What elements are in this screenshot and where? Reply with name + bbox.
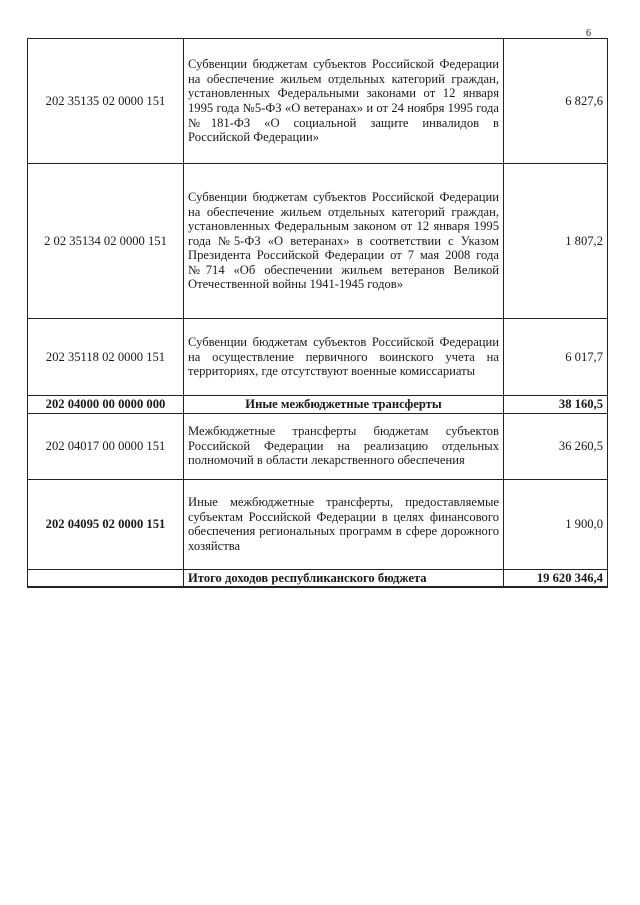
budget-code: 202 35135 02 0000 151: [28, 39, 184, 164]
amount: 1 900,0: [504, 479, 608, 569]
budget-code: 202 35118 02 0000 151: [28, 319, 184, 396]
budget-code: 202 04000 00 0000 000: [28, 396, 184, 414]
amount: 6 017,7: [504, 319, 608, 396]
total-label: Итого доходов республиканского бюджета: [184, 569, 504, 587]
revenue-name: Субвенции бюджетам субъектов Российской Федерации на осуществление первичного воинского учета на территориях, где отсутствуют военные комиссариаты: [184, 319, 504, 396]
revenue-name: Иные межбюджетные трансферты, предоставляемые субъектам Российской Федерации в целях финансового обеспечения региональных программ в сфере дорожного хозяйства: [184, 479, 504, 569]
table-row: [28, 164, 608, 319]
table-row-section: [28, 396, 608, 414]
budget-code: [28, 569, 184, 587]
budget-code: 202 04017 00 0000 151: [28, 413, 184, 479]
revenue-name: Иные межбюджетные трансферты: [184, 396, 504, 414]
amount: 1 807,2: [504, 164, 608, 319]
revenue-table: [27, 38, 608, 588]
total-amount: 19 620 346,4: [504, 569, 608, 587]
table-row: [28, 319, 608, 396]
table-row: [28, 413, 608, 479]
revenue-name: Субвенции бюджетам субъектов Российской Федерации на обеспечение жильем отдельных категорий граждан, установленных Федеральным законом от 12 января 1995 года №5-ФЗ «О ветеранах» в соответствии с Указом Президента Российской Федерации от 7 мая 2008 года №714 «Об обеспечении жильем ветеранов Великой Отечественной войны 1941-1945 годов»: [184, 164, 504, 319]
table-row: [28, 479, 608, 569]
budget-code: 2 02 35134 02 0000 151: [28, 164, 184, 319]
amount: 6 827,6: [504, 39, 608, 164]
page-number: 6: [586, 28, 591, 39]
budget-code: 202 04095 02 0000 151: [28, 479, 184, 569]
table-row: [28, 39, 608, 164]
revenue-name: Межбюджетные трансферты бюджетам субъектов Российской Федерации на реализацию отдельных полномочий в области лекарственного обеспечения: [184, 413, 504, 479]
table-row-total: [28, 569, 608, 587]
amount: 38 160,5: [504, 396, 608, 414]
revenue-name: Субвенции бюджетам субъектов Российской Федерации на обеспечение жильем отдельных категорий граждан, установленных Федеральными законами от 12 января 1995 года №5-ФЗ «О ветеранах» и от 24 ноября 1995 года №181-ФЗ «О социальной защите инвалидов в Российской Федерации»: [184, 39, 504, 164]
amount: 36 260,5: [504, 413, 608, 479]
